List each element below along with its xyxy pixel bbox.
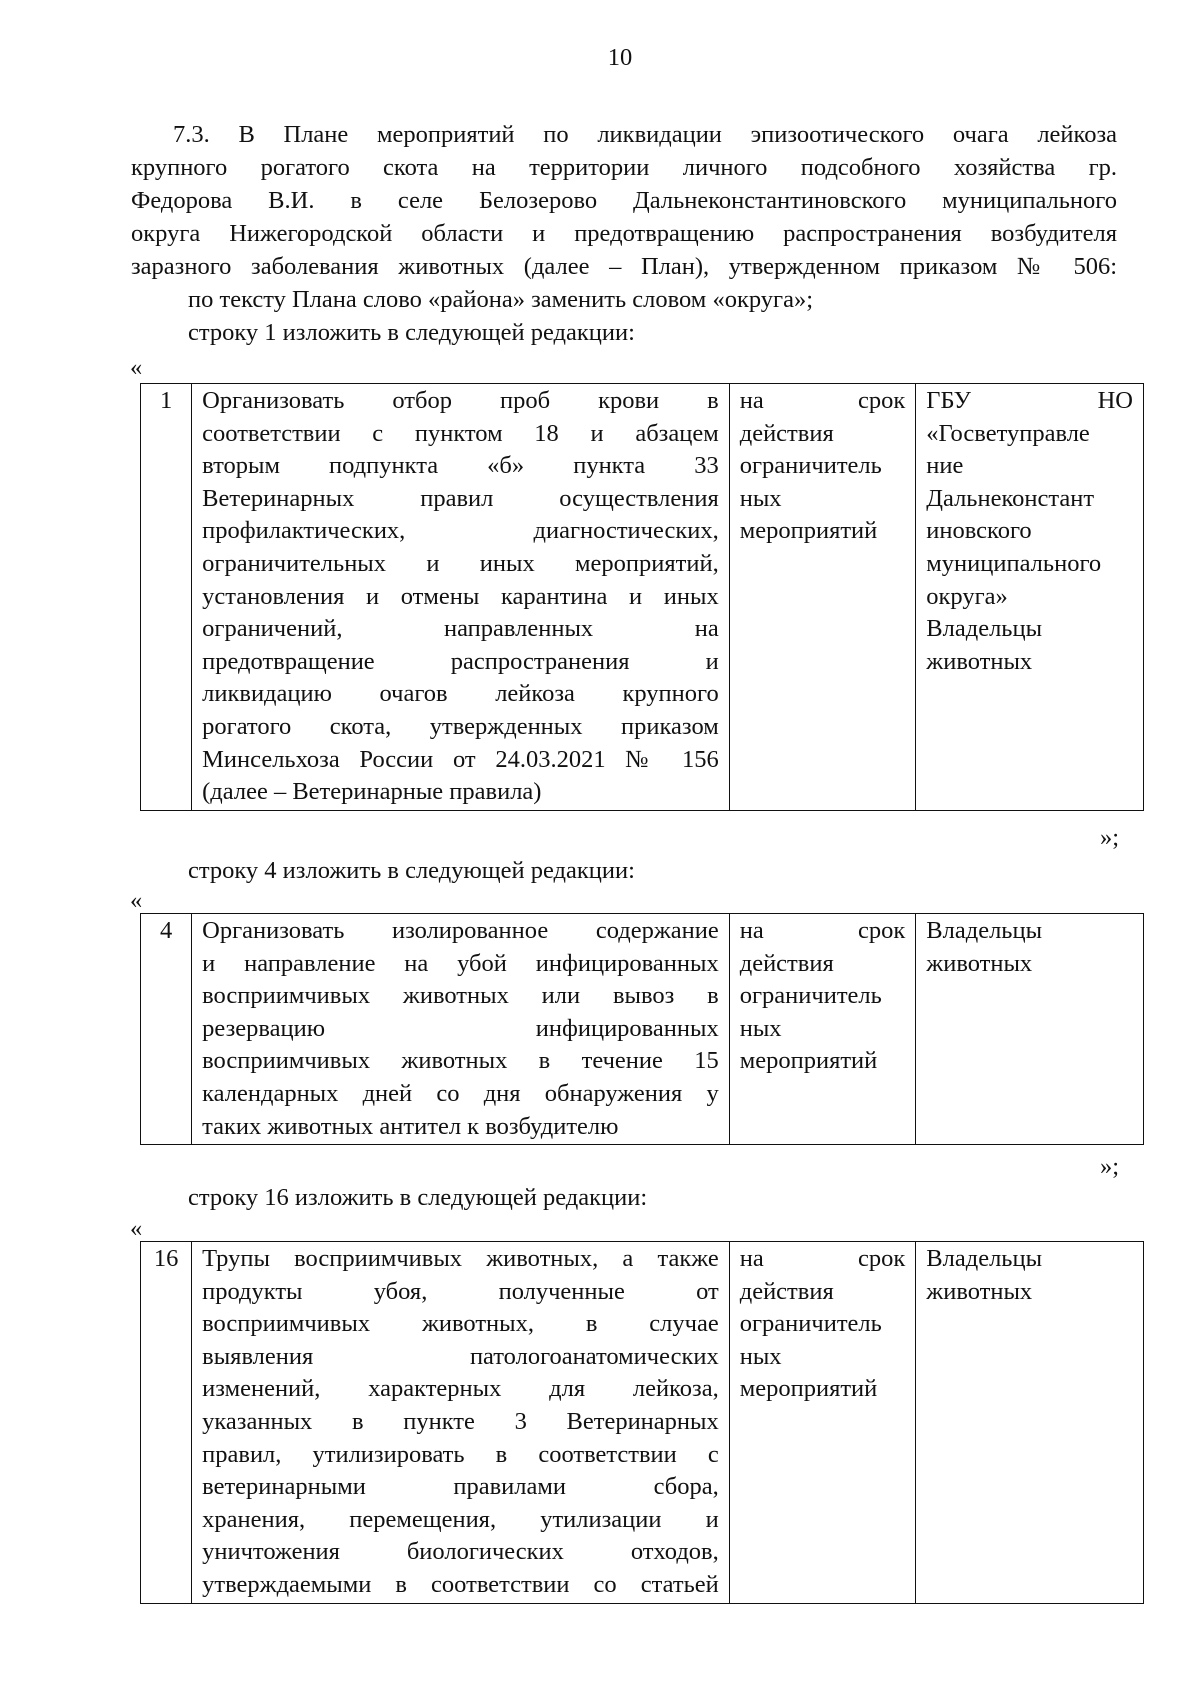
cell-line: Ветеринарных правил осуществления xyxy=(202,484,719,512)
cell-line: действия xyxy=(739,419,834,447)
cell-line: животных xyxy=(926,1277,1033,1305)
quote-close-2: »; xyxy=(1100,1153,1120,1180)
cell-line: «Госветуправле xyxy=(926,419,1090,447)
cell-line: на срок xyxy=(739,387,906,414)
cell-line: мероприятий xyxy=(739,1047,878,1075)
row16-table xyxy=(140,1241,1144,1604)
term-cell xyxy=(729,384,916,811)
cell-line: ветеринарными правилами сбора, xyxy=(202,1473,719,1501)
cell-line: иновского xyxy=(926,517,1032,545)
cell-line: Владельцы xyxy=(926,917,1043,944)
intro-line: заразного заболевания животных (далее – План), утвержденном приказом № 506: xyxy=(131,253,1117,280)
term-cell xyxy=(729,914,916,1145)
cell-line: ограничений, направленных на xyxy=(202,615,719,643)
cell-line: действия xyxy=(739,1277,834,1305)
intro-paragraph xyxy=(131,118,1117,283)
row-number: 16 xyxy=(141,1242,192,1604)
cell-line: мероприятий xyxy=(739,1375,878,1403)
responsible-cell xyxy=(916,1242,1144,1604)
cell-line: восприимчивых животных или вывоз в xyxy=(202,982,719,1010)
cell-line: ГБУ НО xyxy=(926,387,1133,414)
cell-line: (далее – Ветеринарные правила) xyxy=(202,778,542,806)
cell-line: изменений, характерных для лейкоза, xyxy=(202,1375,719,1403)
quote-open-3: « xyxy=(130,1215,143,1242)
table-row xyxy=(141,914,1144,1145)
page-number: 10 xyxy=(607,44,633,71)
cell-line: ных xyxy=(739,1342,782,1370)
quote-open-2: « xyxy=(130,887,143,914)
cell-line: ограничитель xyxy=(739,982,882,1010)
replace-word-line: по тексту Плана слово «района» заменить словом «округа»; xyxy=(188,286,814,313)
cell-line: календарных дней со дня обнаружения у xyxy=(202,1079,719,1107)
cell-line: уничтожения биологических отходов, xyxy=(202,1538,719,1566)
cell-line: Трупы восприимчивых животных, а также xyxy=(202,1245,719,1272)
row1-intro: строку 1 изложить в следующей редакции: xyxy=(188,319,635,346)
quote-close-1: »; xyxy=(1100,824,1120,851)
cell-line: резервацию инфицированных xyxy=(202,1014,719,1042)
cell-line: восприимчивых животных, в случае xyxy=(202,1310,719,1338)
intro-line: округа Нижегородской области и предотвращению распространения возбудителя xyxy=(131,220,1117,247)
cell-line: вторым подпункта «б» пункта 33 xyxy=(202,452,719,480)
responsible-cell xyxy=(916,914,1144,1145)
row4-table xyxy=(140,913,1144,1145)
cell-line: предотвращение распространения и xyxy=(202,647,719,675)
action-cell xyxy=(192,384,730,811)
cell-line: животных xyxy=(926,647,1033,675)
row4-intro: строку 4 изложить в следующей редакции: xyxy=(188,857,635,884)
cell-line: выявления патологоанатомических xyxy=(202,1342,719,1370)
intro-line: Федорова В.И. в селе Белозерово Дальнеконстантиновского муниципального xyxy=(131,187,1117,214)
term-cell xyxy=(729,1242,916,1604)
cell-line: и направление на убой инфицированных xyxy=(202,949,719,977)
cell-line: ликвидацию очагов лейкоза крупного xyxy=(202,680,719,708)
cell-line: округа» xyxy=(926,582,1008,610)
action-cell xyxy=(192,914,730,1145)
cell-line: соответствии с пунктом 18 и абзацем xyxy=(202,419,719,447)
cell-line: на срок xyxy=(739,917,906,944)
cell-line: ных xyxy=(739,1014,782,1042)
table-row xyxy=(141,1242,1144,1604)
cell-line: животных xyxy=(926,949,1033,977)
cell-line: продукты убоя, полученные от xyxy=(202,1277,719,1305)
cell-line: хранения, перемещения, утилизации и xyxy=(202,1505,719,1533)
cell-line: профилактических, диагностических, xyxy=(202,517,719,545)
cell-line: ных xyxy=(739,484,782,512)
cell-line: Организовать изолированное содержание xyxy=(202,917,719,944)
cell-line: муниципального xyxy=(926,549,1102,577)
row16-intro: строку 16 изложить в следующей редакции: xyxy=(188,1184,648,1211)
row-number: 1 xyxy=(141,384,192,811)
cell-line: рогатого скота, утвержденных приказом xyxy=(202,712,719,740)
intro-line: крупного рогатого скота на территории личного подсобного хозяйства гр. xyxy=(131,154,1117,181)
cell-line: ние xyxy=(926,452,964,480)
quote-open-1: « xyxy=(130,354,143,381)
cell-line: ограничительных и иных мероприятий, xyxy=(202,549,719,577)
cell-line: на срок xyxy=(739,1245,906,1272)
cell-line: Владельцы xyxy=(926,615,1043,643)
row1-table xyxy=(140,383,1144,811)
cell-line: мероприятий xyxy=(739,517,878,545)
intro-line: 7.3. В Плане мероприятий по ликвидации эпизоотического очага лейкоза xyxy=(173,121,1117,148)
table-row xyxy=(141,384,1144,811)
cell-line: указанных в пункте 3 Ветеринарных xyxy=(202,1407,719,1435)
cell-line: Организовать отбор проб крови в xyxy=(202,387,719,414)
cell-line: восприимчивых животных в течение 15 xyxy=(202,1047,719,1075)
row-number: 4 xyxy=(141,914,192,1145)
cell-line: Дальнеконстант xyxy=(926,484,1095,512)
cell-line: действия xyxy=(739,949,834,977)
cell-line: Владельцы xyxy=(926,1245,1043,1272)
cell-line: ограничитель xyxy=(739,1310,882,1338)
cell-line: ограничитель xyxy=(739,452,882,480)
cell-line: таких животных антител к возбудителю xyxy=(202,1112,619,1140)
responsible-cell xyxy=(916,384,1144,811)
cell-line: утверждаемыми в соответствии со статьей xyxy=(202,1570,719,1598)
cell-line: Минсельхоза России от 24.03.2021 № 156 xyxy=(202,745,719,773)
cell-line: установления и отмены карантина и иных xyxy=(202,582,719,610)
cell-line: правил, утилизировать в соответствии с xyxy=(202,1440,719,1468)
action-cell xyxy=(192,1242,730,1604)
